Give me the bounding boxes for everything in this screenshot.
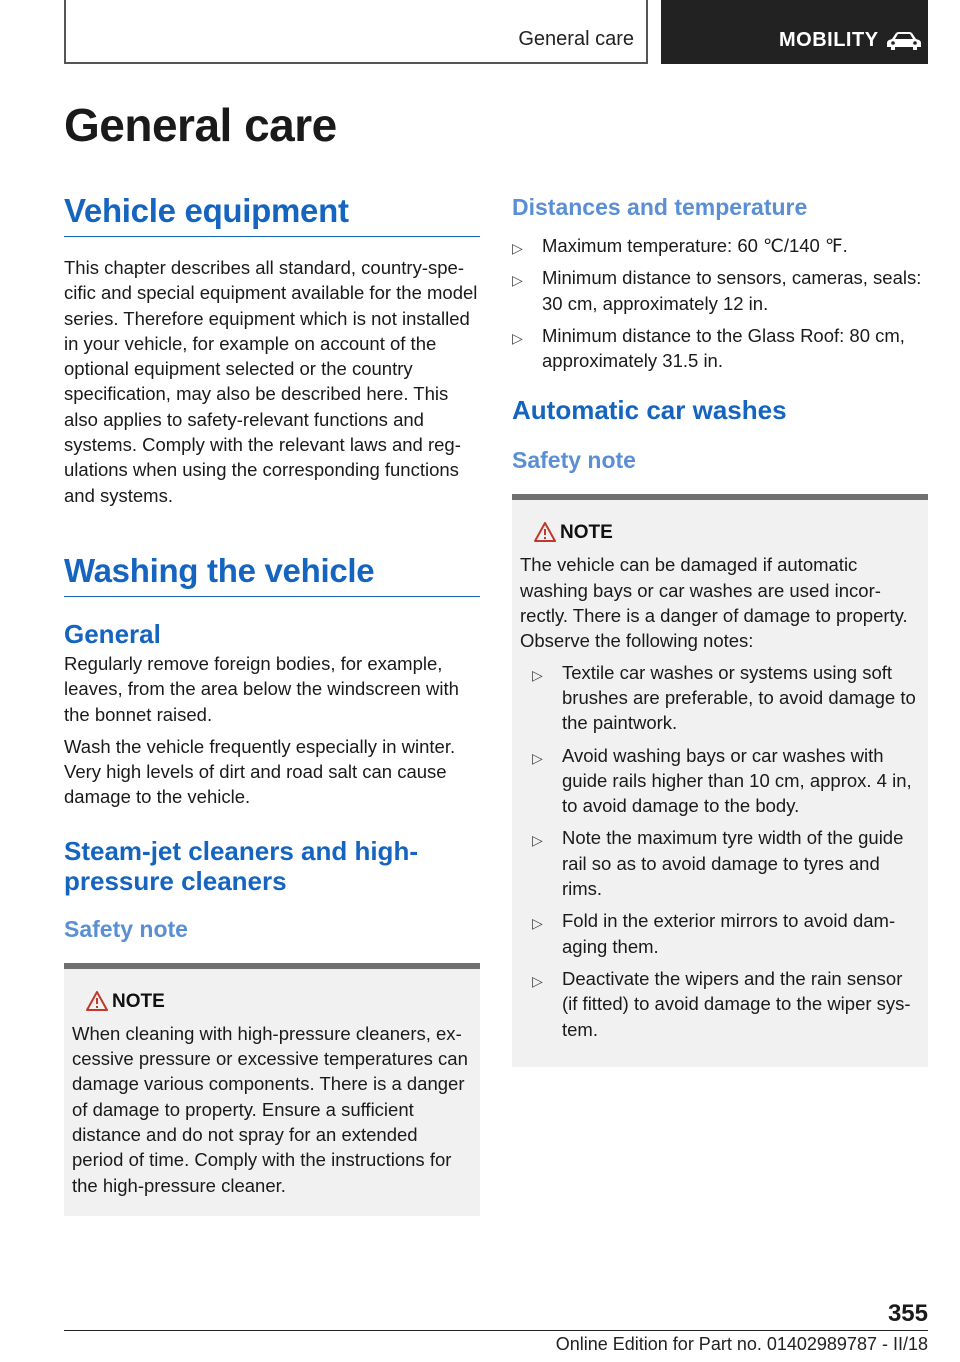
page-number: 355: [887, 1300, 928, 1327]
footer-rule: [64, 1330, 928, 1331]
warning-icon: [86, 991, 108, 1011]
warning-icon: [534, 522, 556, 542]
note-header-right: [520, 520, 920, 548]
note-header-left: [72, 989, 472, 1017]
heading-washing-vehicle: Washing the vehicle: [64, 552, 480, 597]
note-box-left: [64, 963, 480, 1216]
note-text-right: The vehicle can be damaged if automatic washing bays or car washes are used incorrectly. There is a danger of damage to property. Observe the following notes:: [520, 554, 908, 652]
header-mobility-tab[interactable]: [661, 0, 928, 64]
left-column: [64, 192, 480, 1216]
triangle-bullet-icon: ▷: [532, 749, 543, 766]
triangle-bullet-icon: ▷: [512, 240, 523, 256]
list-item: ▷ Maximum temperature: 60 ℃/140 ℉.: [512, 233, 928, 258]
heading-steam-jet-cleaners: Steam-jet cleaners and high-pressure cleaners: [64, 835, 418, 896]
triangle-bullet-icon: ▷: [532, 832, 543, 849]
list-item: ▷ Minimum distance to the Glass Roof: 80 cm, approximately 31.5 in.: [512, 324, 905, 372]
distances-list: [512, 233, 928, 373]
triangle-bullet-icon: ▷: [532, 666, 543, 683]
list-item: ▷ Fold in the exterior mirrors to avoid damaging them.: [532, 910, 896, 957]
general-paragraph-2: Wash the vehicle frequently especially in winter. Very high levels of dirt and road salt can cause damage to the vehicle.: [64, 735, 456, 808]
car-wash-notes-list: [520, 660, 920, 1042]
list-item: ▷ Textile car washes or systems using soft brushes are preferable, to avoid damage to the paintwork.: [532, 661, 916, 734]
heading-vehicle-equipment: Vehicle equipment: [64, 192, 480, 237]
list-item: ▷ Deactivate the wipers and the rain sensor (if fitted) to avoid damage to the wiper system.: [532, 967, 911, 1040]
triangle-bullet-icon: ▷: [512, 329, 523, 346]
page-header: [64, 0, 928, 64]
list-item: ▷ Minimum distance to sensors, cameras, seals: 30 cm, approximately 12 in.: [512, 267, 922, 314]
note-text-left: When cleaning with high-pressure cleaners, excessive pressure or excessive temperatures can damage various components. There is a danger of damage to property. Ensure a sufficient distance and do not spray for an extended period of time. Comply with the instructions for the high-pressure cleaner.: [72, 1022, 468, 1196]
right-column: [512, 192, 928, 1067]
triangle-bullet-icon: ▷: [532, 972, 543, 989]
note-label-right: NOTE: [560, 522, 613, 544]
footer-edition: Online Edition for Part no. 01402989787 - II/18: [555, 1334, 928, 1354]
heading-distances-temperature: Distances and temperature: [512, 194, 808, 220]
header-mobility-label: MOBILITY: [779, 29, 879, 51]
general-paragraph-1: Regularly remove foreign bodies, for example, leaves, from the area below the windscreen with the bonnet raised.: [64, 652, 459, 725]
header-section-box: [64, 0, 648, 64]
triangle-bullet-icon: ▷: [512, 272, 523, 289]
list-item: ▷ Note the maximum tyre width of the guide rail so as to avoid damage to tyres and rims.: [532, 827, 904, 900]
triangle-bullet-icon: ▷: [532, 915, 543, 932]
page-title: General care: [64, 99, 337, 151]
list-item: ▷ Avoid washing bays or car washes with guide rails higher than 10 cm, approx. 4 in, to avoid damage to the body.: [532, 744, 912, 817]
car-icon: [886, 30, 922, 52]
heading-safety-note-left: Safety note: [64, 915, 188, 942]
note-label-left: NOTE: [112, 990, 165, 1012]
heading-automatic-car-washes: Automatic car washes: [512, 395, 787, 426]
note-box-right: [512, 494, 928, 1066]
heading-safety-note-right: Safety note: [512, 447, 636, 474]
header-section-title: General care: [518, 28, 634, 50]
vehicle-equipment-text: This chapter describes all standard, country-specific and special equipment available for the model series. Therefore equipment which is not installed in your vehicle, for example on account of the optional equipment selected or the country specification, may also be described here. This also applies to safety-relevant functions and systems. Comply with the relevant laws and regulations when using the corresponding functions and systems.: [64, 257, 478, 506]
heading-general: General: [64, 618, 161, 649]
